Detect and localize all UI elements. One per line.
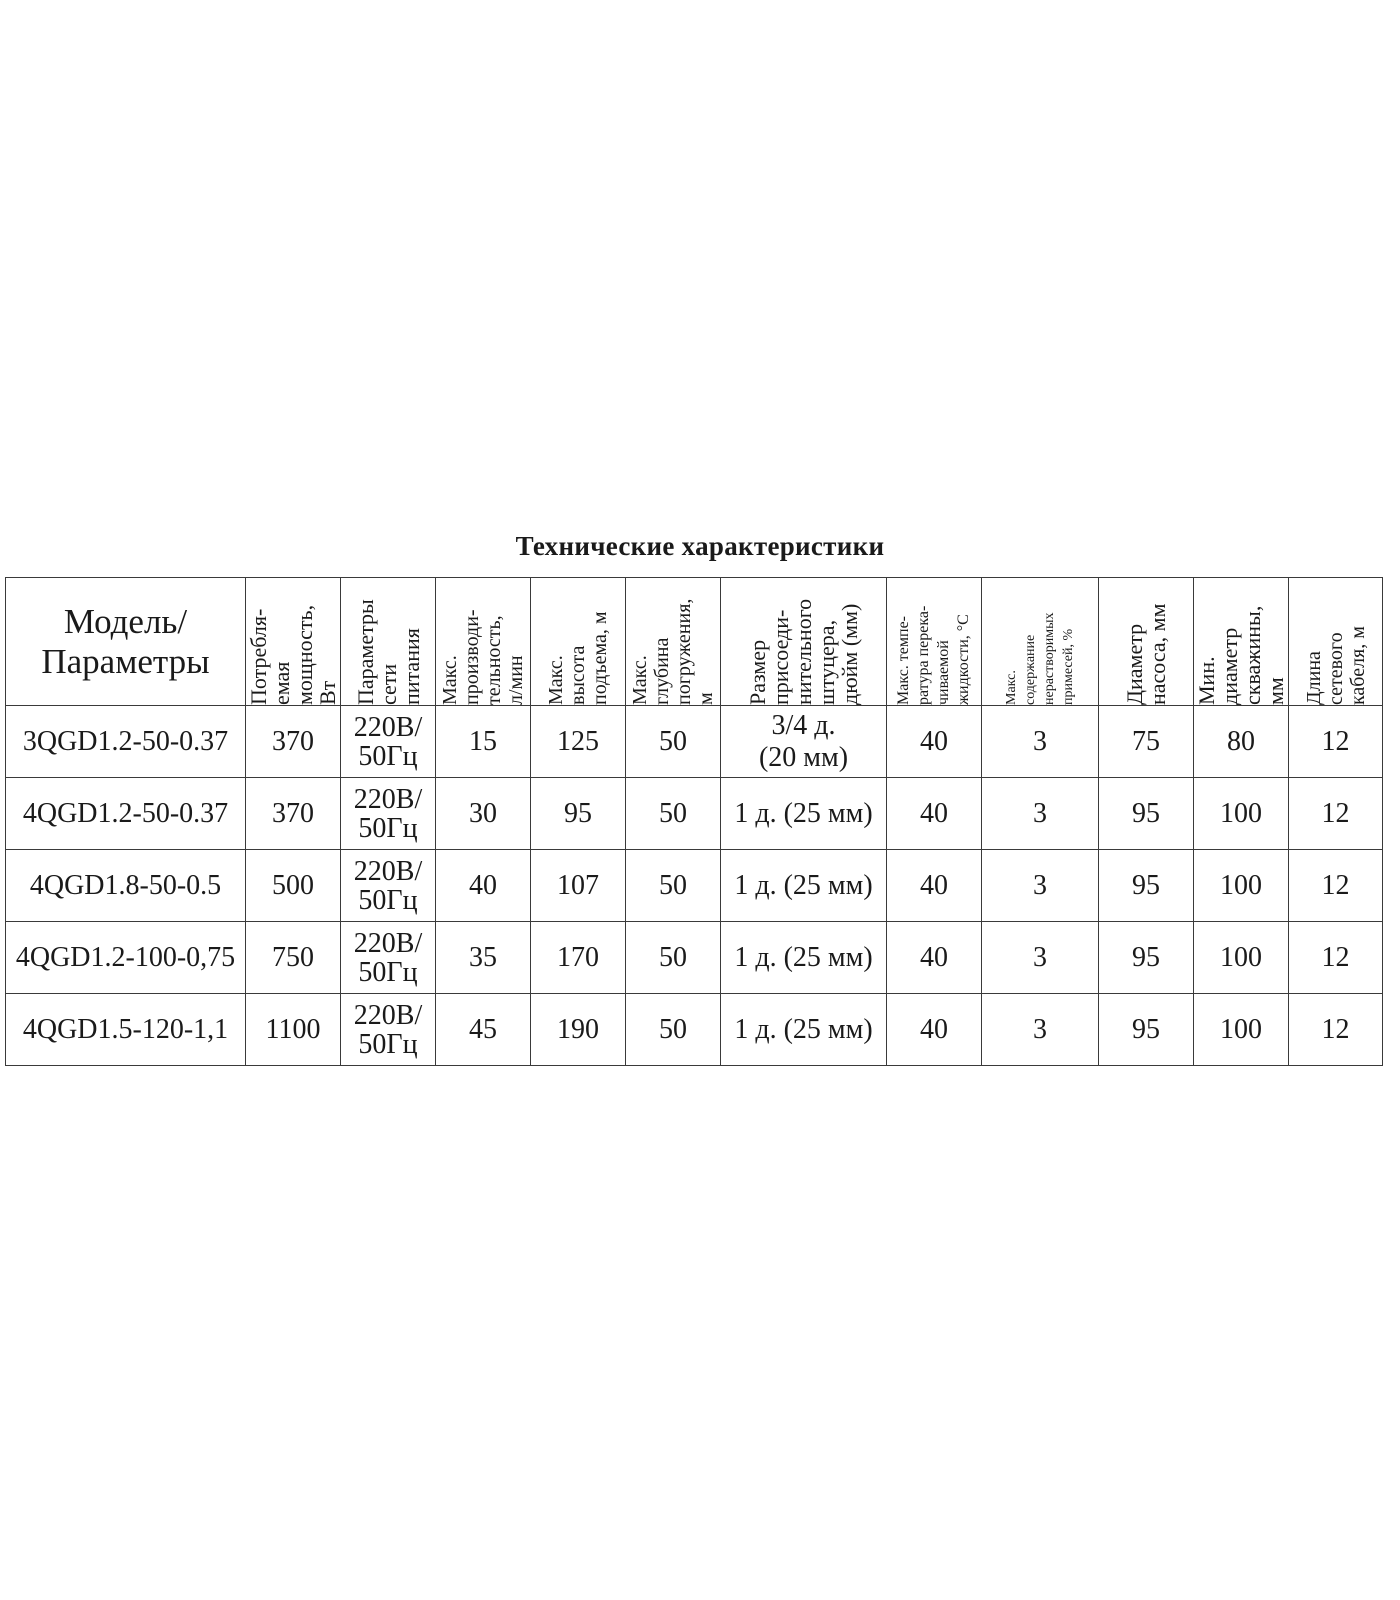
header-fitting [721,578,887,706]
cell-pump-diameter: 95 [1099,994,1194,1066]
header-pump-diameter-label: Диаметр насоса, мм [1122,603,1170,705]
cell-head: 125 [531,706,626,778]
header-depth-label: Макс. глубина погружения, м [629,598,717,705]
cell-depth: 50 [626,850,721,922]
cell-model: 4QGD1.5-120-1,1 [6,994,246,1066]
header-head [531,578,626,706]
cell-depth: 50 [626,922,721,994]
cell-well-diameter: 100 [1194,778,1289,850]
header-model [6,578,246,706]
cell-impurities: 3 [982,778,1099,850]
header-power [246,578,341,706]
header-mains-label: Параметры сети питания [352,599,424,705]
table-row [6,994,1383,1066]
cell-well-diameter: 100 [1194,922,1289,994]
cell-cable: 12 [1289,850,1383,922]
cell-well-diameter: 80 [1194,706,1289,778]
cell-depth: 50 [626,706,721,778]
cell-head: 170 [531,922,626,994]
header-row [6,578,1383,706]
cell-cable: 12 [1289,706,1383,778]
cell-fitting: 1 д. (25 мм) [721,922,887,994]
header-pump-diameter [1099,578,1194,706]
header-flow [436,578,531,706]
header-temp-label: Макс. темпе- ратура перека- чиваемой жидкости, °С [895,605,972,705]
cell-flow: 15 [436,706,531,778]
cell-temp: 40 [887,922,982,994]
cell-impurities: 3 [982,994,1099,1066]
header-model-line2: Параметры [41,641,210,681]
header-flow-label: Макс. производи- тельность, л/мин [439,609,527,705]
cell-head: 107 [531,850,626,922]
cell-well-diameter: 100 [1194,850,1289,922]
header-well-diameter-label: Мин. диаметр скважины, мм [1194,605,1288,705]
cell-pump-diameter: 95 [1099,850,1194,922]
spec-table [5,577,1383,1066]
cell-flow: 45 [436,994,531,1066]
header-impurities-label: Макс. содержание нерастворимых примесей, % [1004,612,1076,705]
cell-impurities: 3 [982,850,1099,922]
cell-pump-diameter: 75 [1099,706,1194,778]
header-impurities [982,578,1099,706]
cell-model: 4QGD1.2-50-0.37 [6,778,246,850]
header-mains [341,578,436,706]
cell-mains: 220В/ 50Гц [341,922,436,994]
cell-fitting: 1 д. (25 мм) [721,778,887,850]
cell-head: 190 [531,994,626,1066]
cell-head: 95 [531,778,626,850]
cell-temp: 40 [887,778,982,850]
cell-flow: 30 [436,778,531,850]
cell-flow: 40 [436,850,531,922]
header-model-line1: Модель/ [63,601,188,641]
header-head-label: Макс. высота подъема, м [545,611,611,705]
cell-temp: 40 [887,706,982,778]
cell-pump-diameter: 95 [1099,778,1194,850]
cell-power: 1100 [246,994,341,1066]
cell-model: 4QGD1.8-50-0.5 [6,850,246,922]
cell-power: 370 [246,706,341,778]
header-power-label: Потребля- емая мощность, Вт [246,604,340,705]
header-cable [1289,578,1383,706]
cell-temp: 40 [887,994,982,1066]
header-well-diameter [1194,578,1289,706]
cell-model: 4QGD1.2-100-0,75 [6,922,246,994]
header-depth [626,578,721,706]
cell-cable: 12 [1289,994,1383,1066]
header-temp [887,578,982,706]
cell-mains: 220В/ 50Гц [341,850,436,922]
table-row [6,922,1383,994]
cell-temp: 40 [887,850,982,922]
cell-mains: 220В/ 50Гц [341,778,436,850]
table-row [6,778,1383,850]
header-cable-label: Длина сетевого кабеля, м [1302,626,1369,705]
cell-power: 370 [246,778,341,850]
cell-fitting: 1 д. (25 мм) [721,850,887,922]
cell-model: 3QGD1.2-50-0.37 [6,706,246,778]
cell-cable: 12 [1289,778,1383,850]
table-body [6,706,1383,1066]
cell-well-diameter: 100 [1194,994,1289,1066]
table-row [6,850,1383,922]
header-fitting-label: Размер присоеди- нительного штуцера, дюйм (мм) [745,598,862,705]
table-row [6,706,1383,778]
cell-cable: 12 [1289,922,1383,994]
cell-depth: 50 [626,778,721,850]
cell-power: 500 [246,850,341,922]
cell-pump-diameter: 95 [1099,922,1194,994]
cell-depth: 50 [626,994,721,1066]
page-title: Технические характеристики [515,531,885,561]
cell-mains: 220В/ 50Гц [341,706,436,778]
cell-impurities: 3 [982,706,1099,778]
cell-flow: 35 [436,922,531,994]
cell-power: 750 [246,922,341,994]
cell-mains: 220В/ 50Гц [341,994,436,1066]
cell-fitting: 1 д. (25 мм) [721,994,887,1066]
cell-impurities: 3 [982,922,1099,994]
cell-fitting: 3/4 д. (20 мм) [721,706,887,778]
